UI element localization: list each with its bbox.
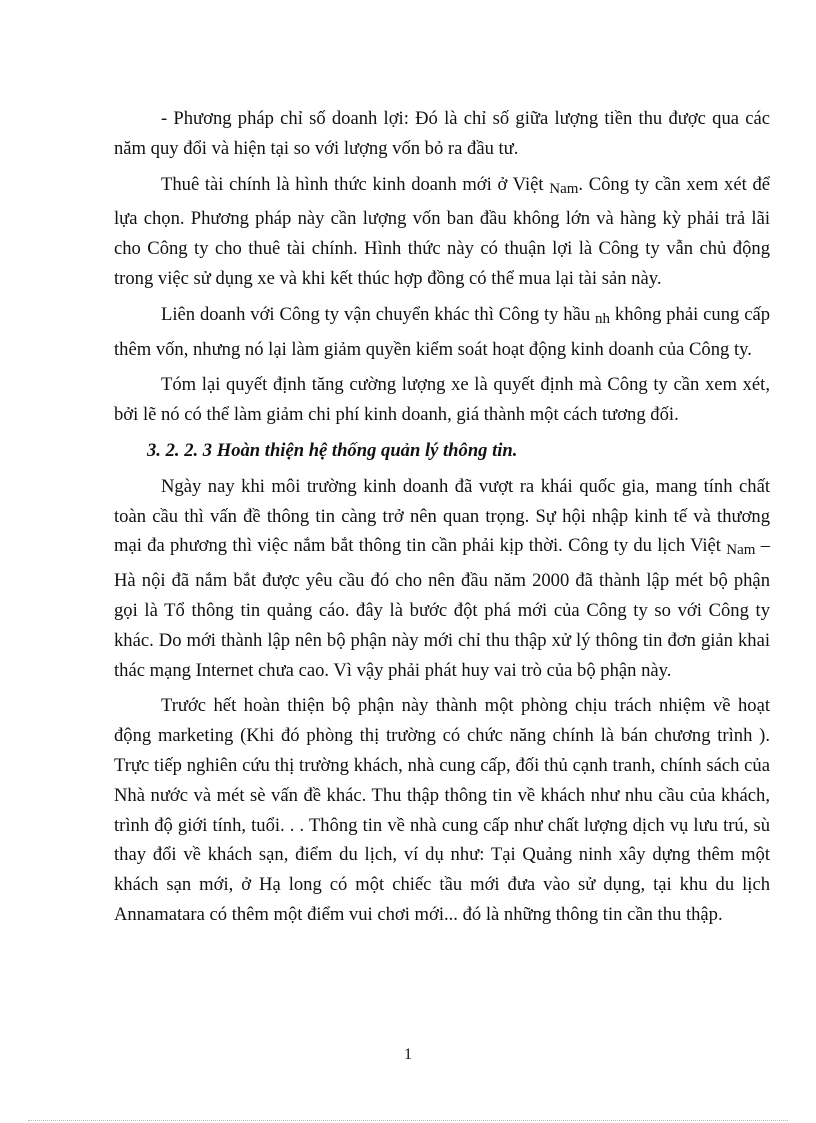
paragraph-profit-index-method: - Phương pháp chỉ số doanh lợi: Đó là chỉ số giữa lượng tiền thu được qua các năm quy đổi và hiện tại so với lượng vốn bỏ ra đầu tư. (114, 108, 770, 159)
subscript-text: Nam (726, 542, 756, 559)
page-number: 1 (404, 1046, 412, 1063)
paragraph-joint-venture (114, 300, 770, 365)
paragraph-text: không phải cung cấp thêm vốn, nhưng nó lại làm giảm quyền kiểm soát hoạt động kinh doanh của Công ty. (114, 303, 771, 360)
footer-divider (28, 1120, 788, 1121)
paragraph-text: Ngày nay khi môi trường kinh doanh đã vượt ra khái quốc gia, mang tính chất toàn cầu thì vấn đề thông tin càng trở nên quan trọng. Sự hội nhập kinh tế và thương mại đa phương thì việc nắm bắt thông tin cần phải kịp thời. Công ty du lịch Việt (114, 475, 770, 557)
paragraph-summary: Tóm lại quyết định tăng cường lượng xe là quyết định mà Công ty cần xem xét, bởi lẽ nó có thể làm giảm chi phí kinh doanh, giá thành một cách tương đối. (114, 374, 770, 426)
subscript-text: Nam (549, 180, 579, 197)
paragraph-text: – Hà nội đã nắm bắt được yêu cầu đó cho nên đầu năm 2000 đã thành lập mét bộ phận gọi là Tổ thông tin quảng cáo. đây là bước đột phá mới của Công ty so với Công ty khác. Do mới thành lập nên bộ phận này mới chỉ thu thập xử lý thông tin đơn giản khai thác mạng Internet chưa cao. Vì vậy phải phát huy vai trò của bộ phận này. (114, 535, 770, 681)
paragraph-text: Liên doanh với Công ty vận chuyển khác thì Công ty hầu (161, 303, 596, 325)
paragraph-text: Thuê tài chính là hình thức kinh doanh mới ở Việt (161, 173, 550, 195)
subscript-text: nh (595, 310, 611, 327)
document-body (114, 104, 770, 930)
paragraph-marketing-department: Trước hết hoàn thiện bộ phận này thành một phòng chịu trách nhiệm về hoạt động marketing (Khi đó phòng thị trường có chức năng chính là bán chương trình ). Trực tiếp nghiên cứu thị trường khách, nhà cung cấp, đối thủ cạnh tranh, chính sách của Nhà nước và mét sè vấn đề khác. Thu thập thông tin về khách như nhu cầu của khách, trình độ giới tính, tuổi. . . Thông tin về nhà cung cấp như chất lượng dịch vụ lưu trú, sù thay đổi về khách sạn, điểm du lịch, ví dụ như: Tại Quảng ninh xây dựng thêm một khách sạn mới, ở Hạ long có một chiếc tầu mới đưa vào sử dụng, tại khu du lịch Annamatara có thêm một điểm vui chơi mới... đó là những thông tin cần thu thập. (114, 695, 770, 925)
paragraph-information-context (114, 472, 770, 686)
paragraph-financial-leasing (114, 170, 770, 294)
section-heading: 3. 2. 2. 3 Hoàn thiện hệ thống quản lý thông tin. (147, 439, 518, 461)
paragraph-text: . Công ty cần xem xét để lựa chọn. Phương pháp này cần lượng vốn ban đầu không lớn và hàng kỳ phải trả lãi cho Công ty cho thuê tài chính. Hình thức này có thuận lợi là Công ty vẫn chủ động trong việc sử dụng xe và khi kết thúc hợp đồng có thể mua lại tài sản này. (114, 173, 770, 289)
